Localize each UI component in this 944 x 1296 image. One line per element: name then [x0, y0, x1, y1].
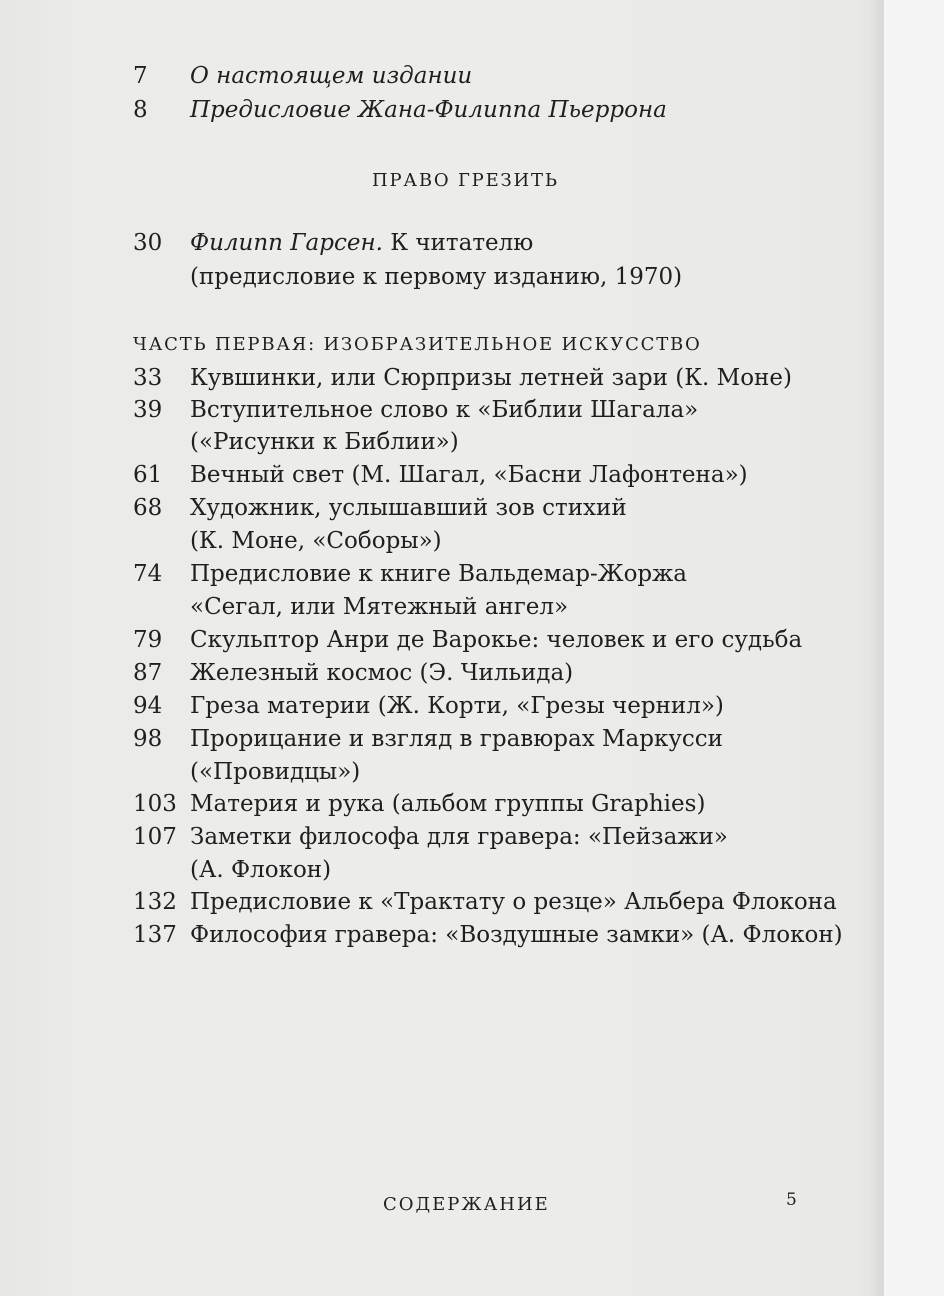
toc-page-number: 103: [133, 791, 177, 817]
toc-page-number: 39: [133, 397, 163, 423]
toc-entry-title: Предисловие к «Трактату о резце» Альбера Флокона: [190, 889, 837, 915]
toc-entry-title-text: К читателю: [382, 230, 534, 256]
section-heading: ПРАВО ГРЕЗИТЬ: [372, 170, 559, 191]
toc-entry-title: Кувшинки, или Сюрпризы летней зари (К. Моне): [190, 365, 792, 391]
toc-page-number: 74: [133, 561, 163, 587]
toc-page-number: 79: [133, 627, 163, 653]
toc-entry-title-continued: «Сегал, или Мятежный ангел»: [190, 594, 569, 620]
running-footer-title: СОДЕРЖАНИЕ: [383, 1194, 550, 1215]
toc-page-number: 8: [133, 97, 148, 123]
toc-entry-title: Философия гравера: «Воздушные замки» (А. Флокон): [190, 922, 843, 948]
toc-page-number: 94: [133, 693, 163, 719]
toc-page-number: 107: [133, 824, 177, 850]
toc-page-number: 61: [133, 462, 163, 488]
toc-page-number: 87: [133, 660, 163, 686]
toc-entry-author: Филипп Гарсен.: [190, 230, 383, 256]
toc-entry-title: Художник, услышавший зов стихий: [190, 495, 627, 521]
toc-entry-title-continued: (А. Флокон): [190, 857, 332, 883]
toc-page-number: 98: [133, 726, 163, 752]
toc-page-number: 68: [133, 495, 163, 521]
toc-entry-title: Материя и рука (альбом группы Graphies): [190, 791, 706, 817]
toc-entry-title-continued: («Провидцы»): [190, 759, 361, 785]
part-heading: ЧАСТЬ ПЕРВАЯ: ИЗОБРАЗИТЕЛЬНОЕ ИСКУССТВО: [133, 334, 702, 355]
toc-entry-subtitle: (предисловие к первому изданию, 1970): [190, 264, 683, 290]
toc-page-number: 137: [133, 922, 177, 948]
toc-entry-title: Железный космос (Э. Чильида): [190, 660, 574, 686]
toc-entry-title: Предисловие к книге Вальдемар-Жоржа: [190, 561, 688, 587]
toc-entry-title: Вступительное слово к «Библии Шагала»: [190, 397, 699, 423]
folio-page-number: 5: [786, 1190, 797, 1210]
toc-entry-title-continued: (К. Моне, «Соборы»): [190, 528, 442, 554]
toc-entry-title: Прорицание и взгляд в гравюрах Маркусси: [190, 726, 723, 752]
toc-entry-title: Вечный свет (М. Шагал, «Басни Лафонтена»): [190, 462, 748, 488]
page-edge-shadow: [870, 0, 884, 1296]
toc-entry-title: Скульптор Анри де Варокье: человек и его судьба: [190, 627, 803, 653]
toc-page-number: 7: [133, 63, 148, 89]
toc-entry-title: О настоящем издании: [190, 63, 473, 89]
toc-page-number: 33: [133, 365, 163, 391]
toc-page-number: 132: [133, 889, 177, 915]
toc-entry-title: [190, 227, 533, 260]
toc-entry-title: Греза материи (Ж. Корти, «Грезы чернил»): [190, 693, 724, 719]
toc-entry-title: Предисловие Жана-Филиппа Пьеррона: [190, 97, 667, 123]
toc-entry-title: Заметки философа для гравера: «Пейзажи»: [190, 824, 728, 850]
toc-page-number: 30: [133, 230, 163, 256]
toc-entry-title-continued: («Рисунки к Библии»): [190, 429, 459, 455]
stacked-page-edges: [883, 0, 944, 1296]
